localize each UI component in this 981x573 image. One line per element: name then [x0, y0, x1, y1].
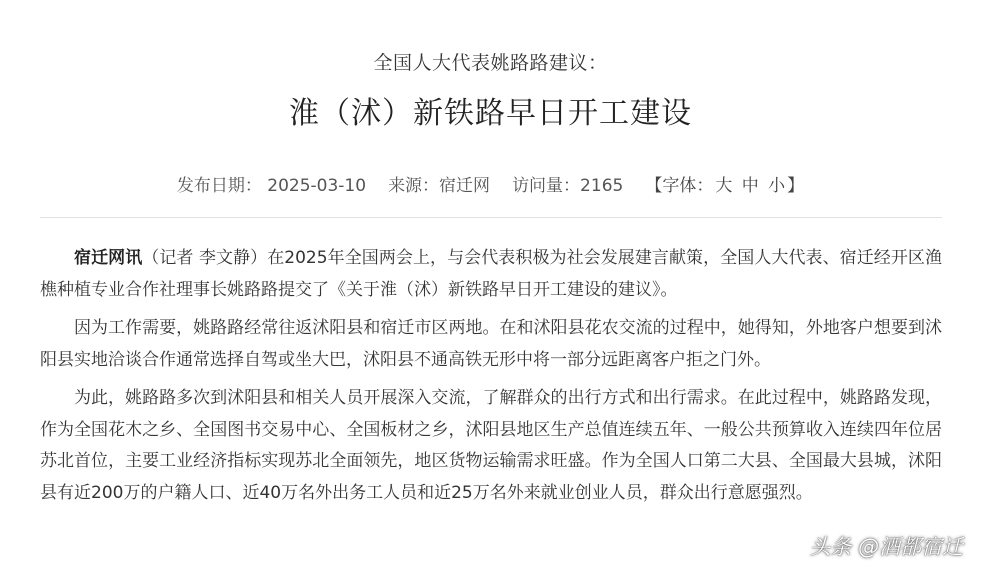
publish-date: 发布日期： 2025-03-10	[176, 176, 367, 196]
article-subtitle: 全国人大代表姚路路建议：	[373, 52, 608, 74]
paragraph-3: 为此，姚路路多次到沭阳县和相关人员开展深入交流，了解群众的出行方式和出行需求。在此过程中，姚路路发现，作为全国花木之乡、全国图书交易中心、全国板材之乡，沭阳县地区生产总值连续五年、一般公共预算收入连续四年位居苏北首位，主要工业经济指标实现苏北全面领先，地区货物运输需求旺盛。作为全国人口第二大县、全国最大县城，沭阳县有近200万的户籍人口、近40万名外出务工人员和近25万名外来就业创业人员，群众出行意愿强烈。	[40, 388, 942, 503]
article-body	[40, 243, 942, 516]
font-large-button[interactable]: 大	[715, 176, 733, 196]
visit-count: 访问量：2165	[512, 176, 624, 196]
paragraph-1-text: （记者 李文静）在2025年全国两会上，与会代表积极为社会发展建言献策，全国人大代表、宿迁经开区渔樵种植专业合作社理事长姚路路提交了《关于淮（沭）新铁路早日开工建设的建议》。	[40, 248, 943, 300]
font-medium-button[interactable]: 中	[741, 176, 759, 196]
header-divider	[40, 217, 942, 218]
font-size-selector	[645, 171, 804, 196]
watermark: 头条 @酒都宿迁	[809, 535, 963, 559]
paragraph-1	[40, 243, 942, 306]
font-size-label: 【字体：	[645, 176, 714, 196]
font-small-button[interactable]: 小	[768, 176, 786, 196]
news-agency-lead: 宿迁网讯	[74, 248, 143, 268]
article-meta	[0, 171, 981, 196]
article-source: 来源：宿迁网	[388, 176, 491, 196]
article-title: 淮（沭）新铁路早日开工建设	[289, 96, 692, 131]
font-size-bracket: 】	[787, 176, 805, 196]
paragraph-2: 因为工作需要，姚路路经常往返沭阳县和宿迁市区两地。在和沭阳县花农交流的过程中，她得知，外地客户想要到沭阳县实地洽谈合作通常选择自驾或坐大巴，沭阳县不通高铁无形中将一部分远距离客户拒之门外。	[40, 318, 942, 370]
